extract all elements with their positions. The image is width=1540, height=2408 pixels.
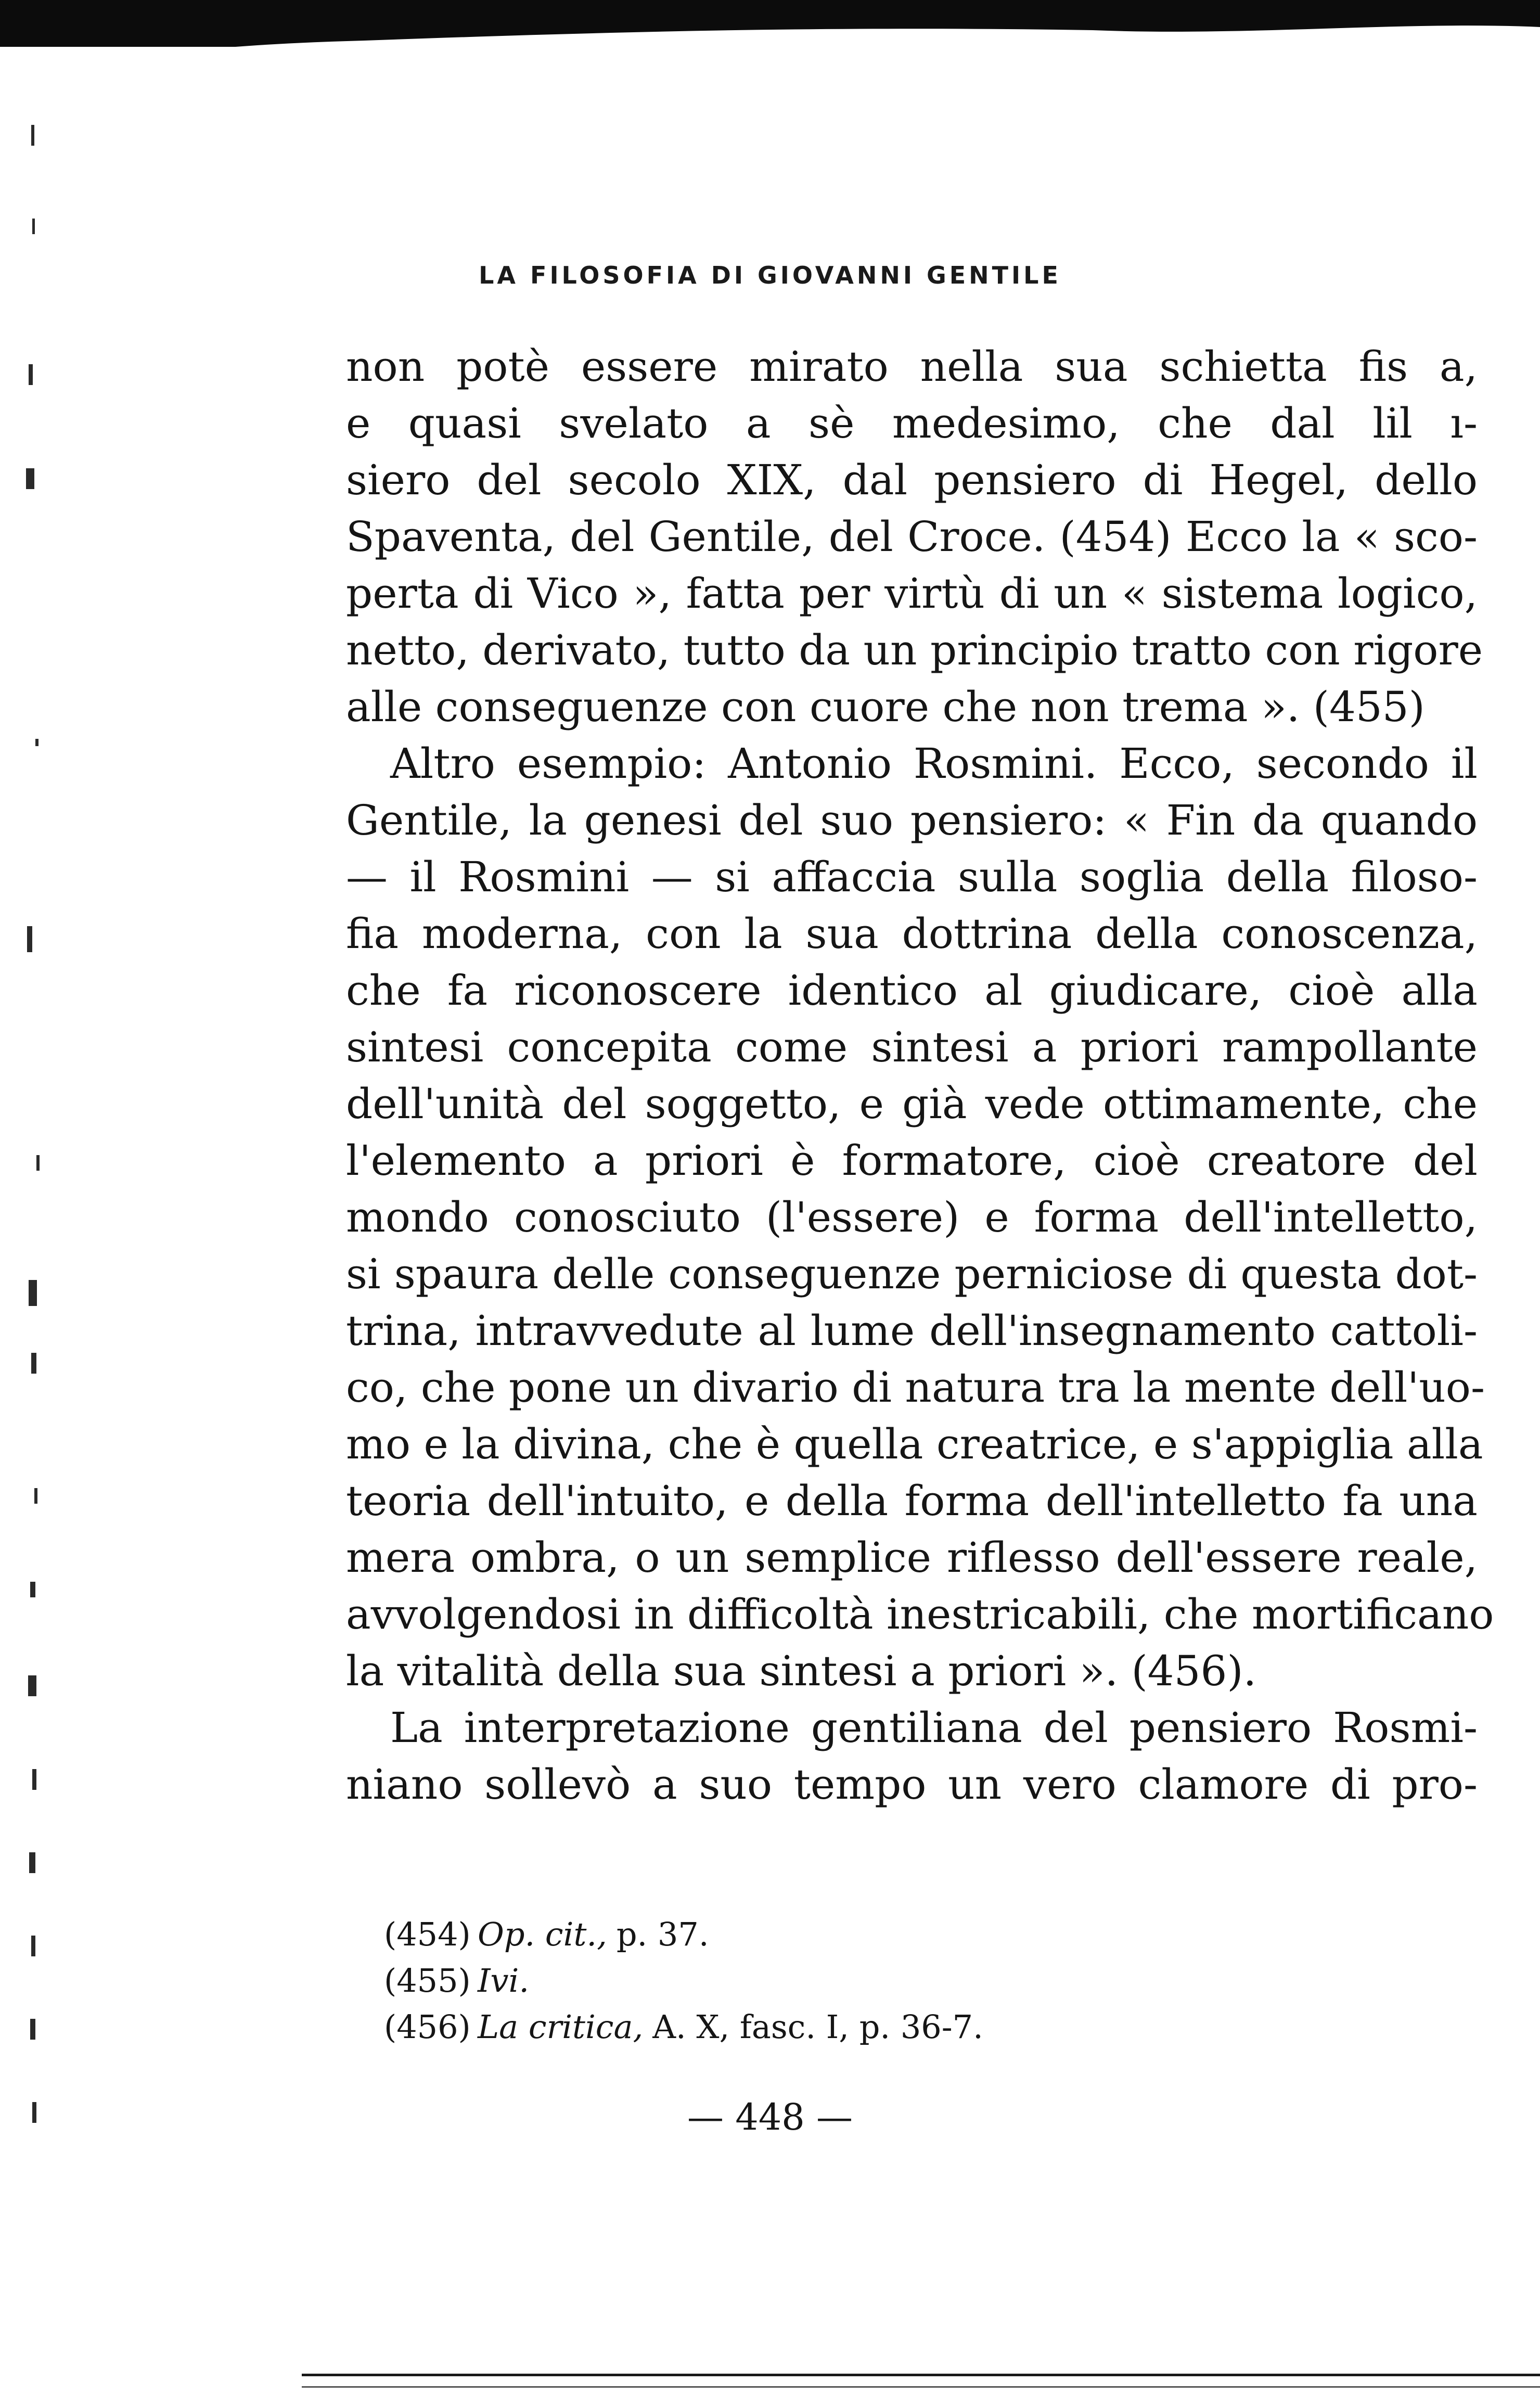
- scan-edge-bottom: [0, 2362, 1540, 2408]
- text-line: Spaventa, del Gentile, del Croce. (454) Ecco la « sco-: [346, 513, 1478, 561]
- text-line: l'elemento a priori è formatore, cioè creatore del: [346, 1136, 1478, 1185]
- text-line: La interpretazione gentiliana del pensiero Rosmi-: [390, 1703, 1478, 1752]
- text-line: dell'unità del soggetto, e già vede ottimamente, che: [346, 1080, 1478, 1128]
- footnote: [384, 1911, 1320, 1957]
- text-line: avvolgendosi in difficoltà inestricabili, che mortificano: [346, 1590, 1494, 1638]
- footnote-source: Op. cit.,: [478, 1915, 607, 1953]
- text-line: la vitalità della sua sintesi a priori ». (456).: [346, 1647, 1256, 1695]
- text-line: mondo conosciuto (l'essere) e forma dell'intelletto,: [346, 1193, 1478, 1241]
- text-line: perta di Vico », fatta per virtù di un « sistema logico,: [346, 569, 1478, 618]
- footnote: [384, 2004, 1320, 2050]
- footnote-number: (455): [384, 1962, 471, 2000]
- footnote-reference: A. X, fasc. I, p. 36-7.: [652, 2008, 983, 2046]
- text-line: niano sollevò a suo tempo un vero clamore di pro-: [346, 1760, 1478, 1809]
- page-number: — 448 —: [687, 2096, 853, 2138]
- text-line: fia moderna, con la sua dottrina della conoscenza,: [346, 910, 1478, 958]
- footnotes: [384, 1911, 1320, 2050]
- scan-edge-top: [0, 0, 1540, 47]
- footnote-source: La critica,: [478, 2008, 644, 2046]
- text-line: co, che pone un divario di natura tra la mente dell'uo-: [346, 1363, 1485, 1412]
- text-line: siero del secolo XIX, dal pensiero di Hegel, dello: [346, 456, 1478, 504]
- footnote-number: (454): [384, 1915, 471, 1953]
- running-head: LA FILOSOFIA DI GIOVANNI GENTILE: [479, 261, 1061, 289]
- footnote-number: (456): [384, 2008, 471, 2046]
- text-line: e quasi svelato a sè medesimo, che dal lil ı-: [346, 399, 1478, 447]
- text-line: alle conseguenze con cuore che non trema ». (455): [346, 683, 1425, 731]
- text-line: non potè essere mirato nella sua schietta fis a,: [346, 342, 1478, 391]
- text-line: che fa riconoscere identico al giudicare, cioè alla: [346, 966, 1478, 1015]
- footnote-source: Ivi.: [478, 1962, 530, 2000]
- text-line: mo e la divina, che è quella creatrice, e s'appiglia alla: [346, 1420, 1483, 1468]
- text-line: mera ombra, o un semplice riflesso dell'essere reale,: [346, 1533, 1478, 1582]
- footnote-reference: p. 37.: [616, 1915, 709, 1953]
- text-line: Altro esempio: Antonio Rosmini. Ecco, secondo il: [390, 739, 1478, 788]
- text-line: Gentile, la genesi del suo pensiero: « Fin da quando: [346, 796, 1478, 844]
- text-line: si spaura delle conseguenze perniciose di questa dot-: [346, 1250, 1478, 1298]
- footnote: [384, 1957, 1320, 2004]
- text-line: sintesi concepita come sintesi a priori rampollante: [346, 1023, 1478, 1071]
- text-line: teoria dell'intuito, e della forma dell'intelletto fa una: [346, 1477, 1478, 1525]
- scan-speckles-left: [0, 83, 73, 2164]
- text-line: trina, intravvedute al lume dell'insegnamento cattoli-: [346, 1307, 1478, 1355]
- text-line: netto, derivato, tutto da un principio tratto con rigore: [346, 626, 1483, 674]
- text-line: — il Rosmini — si affaccia sulla soglia della filoso-: [346, 853, 1478, 901]
- body-text: [346, 338, 1494, 1813]
